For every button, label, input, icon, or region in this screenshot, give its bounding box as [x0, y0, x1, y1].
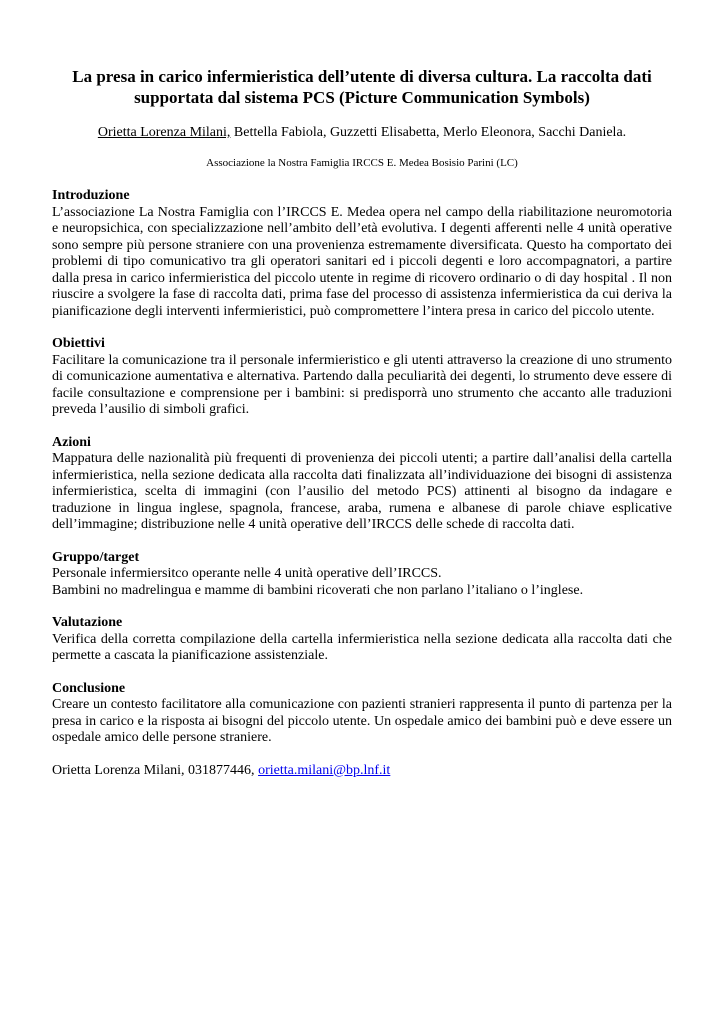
section-heading: Valutazione [52, 615, 123, 630]
section-obiettivi [52, 336, 672, 419]
co-authors: Bettella Fabiola, Guzzetti Elisabetta, Merlo Eleonora, Sacchi Daniela. [230, 125, 627, 140]
section-heading: Conclusione [52, 680, 126, 696]
section-conclusione [52, 681, 672, 747]
section-heading: Gruppo/target [52, 549, 140, 565]
section-gruppo-target [52, 550, 672, 600]
section-paragraph: L’associazione La Nostra Famiglia con l’IRCCS E. Medea opera nel campo della riabilitazione neuromotoria e neuropsichica, con specializzazione nell’ambito dell’età evolutiva. I degenti afferenti nelle 4 unità operative sono sempre più persone straniere con una provenienza estremamente diversificata. Questo ha comportato dei problemi di tipo comunicativo tra gli operatori sanitari ed i piccoli degenti e loro accompagnatori, a partire dalla presa in carico infermieristica del piccolo utente in regime di ricovero ordinario o di day hospital . Il non riuscire a svolgere la fase di raccolta dati, prima fase del processo di assistenza infermieristica da cui deriva la pianificazione degli interventi infermieristici, può compromettere l’intera presa in carico del piccolo utente. [52, 204, 672, 319]
email-link[interactable]: orietta.milani@bp.lnf.it [258, 762, 391, 778]
section-paragraph: Personale infermiersitco operante nelle 4 unità operative dell’IRCCS. [52, 566, 442, 581]
document-page [52, 66, 672, 793]
author-list [52, 124, 672, 142]
section-heading: Obiettivi [52, 336, 105, 351]
first-author: Orietta Lorenza Milani, [97, 125, 231, 140]
section-paragraph: Mappatura delle nazionalità più frequenti di provenienza dei piccoli utenti; a partire dall’analisi della cartella infermieristica, nella sezione dedicata alla raccolta dati finalizzata all’individuazione dei bisogni di assistenza infermieristica, scelta di immagini (con l’ausilio del metodo PCS) attinenti al bisogno da indagare e traduzione in lingua inglese, spagnola, francese, araba, rumena e albanese di parole chiave esplicative dell’immagine; distribuzione nelle 4 unità operative dell’IRCCS delle schede di raccolta dati. [52, 451, 672, 532]
section-valutazione [52, 615, 672, 665]
affiliation: Associazione la Nostra Famiglia IRCCS E. Medea Bosisio Parini (LC) [206, 157, 518, 169]
section-paragraph: Facilitare la comunicazione tra il personale infermieristico e gli utenti attraverso la creazione di uno strumento di comunicazione aumentativa e alternativa. Partendo dalla peculiarità dei degenti, lo strumento deve essere di facile consultazione e comprensione per i bambini: si predisporrà uno strumento che accanto alle traduzioni preveda l’ausilio di simboli grafici. [52, 352, 672, 417]
section-heading: Azioni [52, 434, 91, 450]
section-paragraph: Creare un contesto facilitatore alla comunicazione con pazienti stranieri rappresenta il punto di partenza per la presa in carico e la risposta ai bisogni del piccolo utente. Un ospedale amico dei bambini può e deve essere un ospedale amico delle persone straniere. [52, 697, 672, 745]
section-paragraph: Bambini no madrelingua e mamme di bambini ricoverati che non parlano l’italiano o l’inglese. [52, 582, 584, 598]
section-paragraph: Verifica della corretta compilazione della cartella infermieristica nella sezione dedicata alla raccolta dati che permette a cascata la pianificazione assistenziale. [52, 631, 672, 663]
contact-line [52, 763, 672, 780]
section-introduzione [52, 188, 672, 320]
section-heading: Introduzione [52, 188, 130, 203]
document-title: La presa in carico infermieristica dell’utente di diversa cultura. La raccolta dati supportata dal sistema PCS (Picture Communication Symbols) [72, 67, 652, 107]
contact-text: Orietta Lorenza Milani, 031877446, [52, 762, 259, 778]
section-azioni [52, 435, 672, 534]
